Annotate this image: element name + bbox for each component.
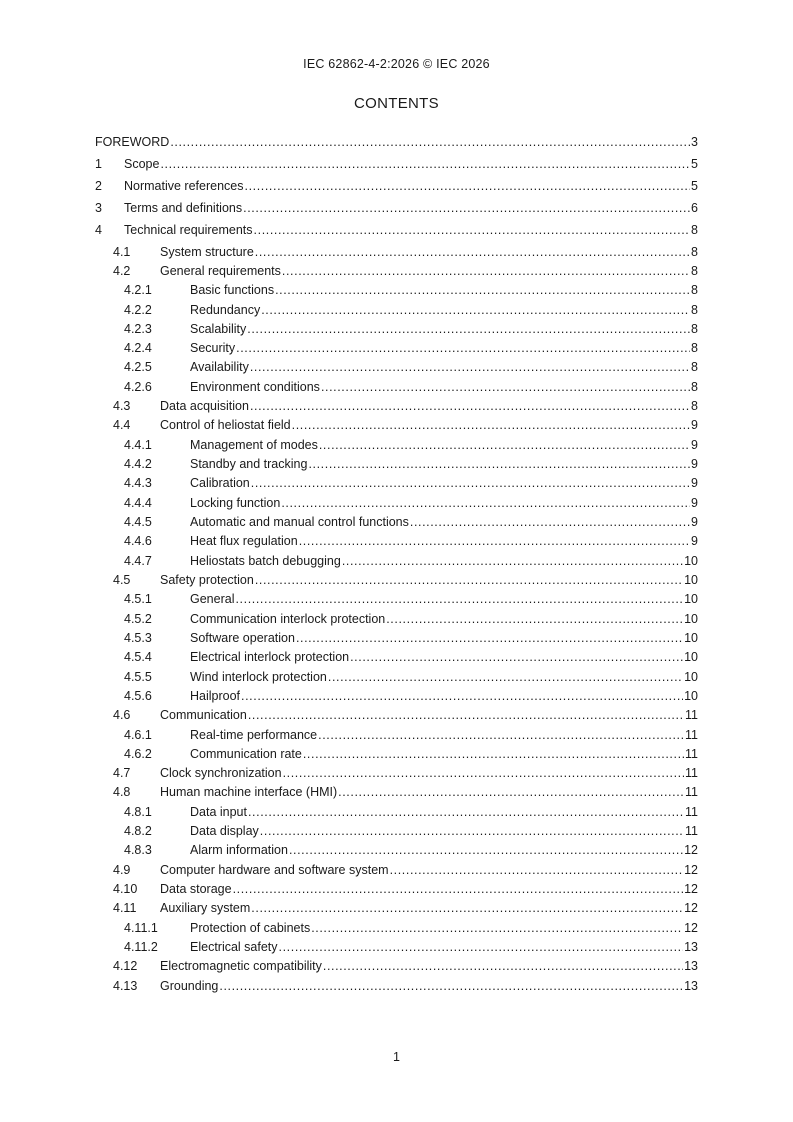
toc-dot-leader (296, 630, 683, 647)
toc-entry-number: 4.8.1 (124, 805, 152, 819)
toc-entry-title[interactable]: Data storage (160, 882, 232, 896)
toc-entry-number: 4.4.1 (124, 438, 152, 452)
toc-entry-number: 4.3 (113, 399, 131, 413)
toc-dot-leader (233, 881, 684, 898)
toc-entry[interactable] (113, 784, 698, 801)
toc-entry[interactable] (124, 340, 698, 357)
toc-entry-title[interactable]: Auxiliary system (160, 901, 251, 915)
toc-dot-leader (279, 939, 684, 956)
toc-entry-number: 4.4.5 (124, 515, 152, 529)
toc-entry-title[interactable]: Availability (190, 360, 249, 374)
toc-entry-title[interactable]: Automatic and manual control functions (190, 515, 409, 529)
toc-entry[interactable] (113, 263, 698, 280)
toc-dot-leader (390, 862, 684, 879)
toc-entry-title[interactable]: Real-time performance (190, 728, 318, 742)
page-title: CONTENTS (354, 95, 439, 112)
toc-entry-title[interactable]: Standby and tracking (190, 457, 308, 471)
toc-entry-page[interactable]: 8 (691, 303, 698, 317)
toc-entry[interactable] (124, 282, 698, 299)
toc-entry[interactable] (124, 669, 698, 686)
toc-entry-page[interactable]: 10 (684, 689, 698, 703)
toc-entry-number: 4.2.1 (124, 283, 152, 297)
toc-dot-leader (251, 900, 683, 917)
toc-entry-title[interactable]: Alarm information (190, 843, 288, 857)
toc-entry-number: 4.5.6 (124, 689, 152, 703)
toc-entry-page[interactable]: 9 (691, 496, 698, 510)
toc-entry[interactable] (124, 591, 698, 608)
toc-dot-leader (289, 842, 683, 859)
toc-entry-page[interactable]: 12 (684, 921, 698, 935)
toc-entry-page[interactable]: 10 (684, 650, 698, 664)
toc-entry-number: 4.4.3 (124, 476, 152, 490)
toc-entry-page[interactable]: 9 (691, 438, 698, 452)
toc-entry-title[interactable]: Normative references (124, 179, 244, 193)
toc-entry-page[interactable]: 12 (684, 863, 698, 877)
toc-dot-leader (281, 495, 690, 512)
toc-entry-page[interactable]: 10 (684, 670, 698, 684)
toc-entry-number: 4.8.3 (124, 843, 152, 857)
toc-entry-number: 4.11.2 (124, 940, 158, 954)
toc-entry-page[interactable]: 8 (691, 399, 698, 413)
toc-entry[interactable] (124, 359, 698, 376)
toc-entry-title[interactable]: Technical requirements (124, 223, 253, 237)
toc-entry-title[interactable]: System structure (160, 245, 254, 259)
toc-dot-leader (248, 707, 684, 724)
toc-entry-number: 4.6 (113, 708, 131, 722)
toc-entry[interactable] (124, 649, 698, 666)
toc-entry[interactable] (124, 475, 698, 492)
toc-entry-title[interactable]: Environment conditions (190, 380, 320, 394)
toc-entry-title[interactable]: Data acquisition (160, 399, 249, 413)
toc-entry-number: 4.2.5 (124, 360, 152, 374)
toc-dot-leader (247, 321, 690, 338)
toc-entry[interactable] (95, 200, 698, 217)
toc-entry-number: 4.13 (113, 979, 138, 993)
toc-entry[interactable] (113, 398, 698, 415)
document-header: IEC 62862-4-2:2026 © IEC 2026 (303, 57, 490, 71)
toc-entry-number: 4.5.5 (124, 670, 152, 684)
toc-entry-title[interactable]: Heliostats batch debugging (190, 554, 341, 568)
toc-dot-leader (219, 978, 683, 995)
toc-entry[interactable] (124, 746, 698, 763)
toc-entry-page[interactable]: 6 (691, 201, 698, 215)
toc-entry-page[interactable]: 11 (685, 747, 698, 761)
toc-entry-page[interactable]: 5 (691, 157, 698, 171)
toc-entry[interactable] (124, 302, 698, 319)
toc-entry[interactable] (124, 514, 698, 531)
toc-entry-number: 4.5.2 (124, 612, 152, 626)
toc-dot-leader (248, 804, 684, 821)
toc-entry-title[interactable]: Terms and definitions (124, 201, 243, 215)
toc-entry-number: 2 (95, 179, 102, 193)
toc-entry[interactable] (124, 533, 698, 550)
toc-entry[interactable] (113, 881, 698, 898)
toc-entry-number: 4.6.1 (124, 728, 152, 742)
toc-entry-number: 3 (95, 201, 102, 215)
toc-dot-leader (250, 359, 690, 376)
toc-entry-title[interactable]: Data input (190, 805, 247, 819)
toc-dot-leader (282, 263, 690, 280)
toc-entry[interactable] (124, 437, 698, 454)
toc-dot-leader (254, 222, 691, 239)
toc-dot-leader (241, 688, 683, 705)
toc-entry-number: 4.2.6 (124, 380, 152, 394)
toc-entry[interactable] (95, 156, 698, 173)
toc-entry-title[interactable]: Data display (190, 824, 259, 838)
page-number: 1 (393, 1050, 400, 1064)
toc-entry-title[interactable]: Electrical interlock protection (190, 650, 350, 664)
toc-entry-page[interactable]: 8 (691, 245, 698, 259)
toc-entry-page[interactable]: 10 (684, 612, 698, 626)
toc-entry-page[interactable]: 11 (685, 728, 698, 742)
toc-entry[interactable] (124, 321, 698, 338)
toc-entry-page[interactable]: 11 (685, 805, 698, 819)
toc-dot-leader (303, 746, 684, 763)
toc-entry-page[interactable]: 9 (691, 534, 698, 548)
toc-entry-title[interactable]: Protection of cabinets (190, 921, 311, 935)
toc-dot-leader (283, 765, 684, 782)
toc-entry[interactable] (95, 222, 698, 239)
toc-dot-leader (386, 611, 683, 628)
toc-entry-page[interactable]: 13 (684, 959, 698, 973)
toc-entry-title[interactable]: FOREWORD (95, 135, 170, 149)
toc-entry-title[interactable]: Software operation (190, 631, 295, 645)
toc-entry-title[interactable]: Basic functions (190, 283, 275, 297)
toc-entry-page[interactable]: 8 (691, 283, 698, 297)
toc-entry-number: 4.2.3 (124, 322, 152, 336)
toc-dot-leader (350, 649, 683, 666)
toc-entry[interactable] (113, 572, 698, 589)
toc-dot-leader (235, 591, 683, 608)
toc-dot-leader (342, 553, 683, 570)
toc-entry-title[interactable]: Communication interlock protection (190, 612, 386, 626)
toc-entry-title[interactable]: Grounding (160, 979, 219, 993)
toc-dot-leader (260, 823, 684, 840)
toc-entry-number: 4.4.7 (124, 554, 152, 568)
toc-dot-leader (251, 475, 690, 492)
toc-entry-number: 4.11.1 (124, 921, 158, 935)
toc-entry-number: 4.11 (113, 901, 137, 915)
toc-entry[interactable] (113, 417, 698, 434)
toc-entry-page[interactable]: 12 (684, 901, 698, 915)
toc-entry-title[interactable]: Redundancy (190, 303, 261, 317)
toc-entry-number: 4.8 (113, 785, 131, 799)
toc-dot-leader (261, 302, 690, 319)
toc-entry-title[interactable]: Heat flux regulation (190, 534, 298, 548)
toc-entry-title[interactable]: Wind interlock protection (190, 670, 327, 684)
toc-entry-number: 4.5.3 (124, 631, 152, 645)
toc-entry-page[interactable]: 13 (684, 979, 698, 993)
toc-entry[interactable] (113, 978, 698, 995)
toc-entry-title[interactable]: Hailproof (190, 689, 241, 703)
toc-entry-page[interactable]: 8 (691, 380, 698, 394)
toc-entry[interactable] (124, 688, 698, 705)
toc-dot-leader (160, 156, 690, 173)
toc-entry-page[interactable]: 10 (684, 573, 698, 587)
toc-entry-page[interactable]: 8 (691, 341, 698, 355)
toc-entry[interactable] (124, 804, 698, 821)
toc-entry-title[interactable]: Human machine interface (HMI) (160, 785, 338, 799)
toc-entry-number: 4.10 (113, 882, 138, 896)
toc-entry[interactable] (124, 379, 698, 396)
toc-entry-number: 4.12 (113, 959, 138, 973)
toc-entry-title[interactable]: Locking function (190, 496, 281, 510)
toc-entry-page[interactable]: 8 (691, 223, 698, 237)
toc-dot-leader (255, 572, 683, 589)
toc-entry-page[interactable]: 10 (684, 554, 698, 568)
toc-entry-number: 4.4.4 (124, 496, 152, 510)
toc-entry-number: 4.7 (113, 766, 131, 780)
toc-entry-page[interactable]: 8 (691, 360, 698, 374)
toc-entry[interactable] (95, 134, 698, 151)
toc-entry[interactable] (113, 958, 698, 975)
toc-dot-leader (319, 437, 690, 454)
toc-entry[interactable] (113, 244, 698, 261)
toc-entry-number: 4.4 (113, 418, 131, 432)
toc-entry-number: 4.2 (113, 264, 131, 278)
toc-entry-page[interactable]: 9 (691, 515, 698, 529)
toc-entry-number: 4.2.2 (124, 303, 152, 317)
toc-entry[interactable] (124, 456, 698, 473)
toc-dot-leader (321, 379, 690, 396)
toc-entry-number: 4.5 (113, 573, 131, 587)
toc-entry-title[interactable]: Scope (124, 157, 160, 171)
toc-entry[interactable] (113, 707, 698, 724)
toc-entry[interactable] (113, 900, 698, 917)
toc-entry-number: 4.4.6 (124, 534, 152, 548)
toc-entry-number: 4.9 (113, 863, 131, 877)
toc-entry-page[interactable]: 13 (684, 940, 698, 954)
toc-entry[interactable] (124, 920, 698, 937)
toc-dot-leader (250, 398, 690, 415)
toc-entry-number: 4.1 (113, 245, 131, 259)
toc-entry-number: 4.5.1 (124, 592, 152, 606)
toc-entry-title[interactable]: Computer hardware and software system (160, 863, 389, 877)
toc-entry-number: 4.4.2 (124, 457, 152, 471)
toc-entry-number: 4.2.4 (124, 341, 152, 355)
toc-entry[interactable] (113, 765, 698, 782)
toc-dot-leader (410, 514, 690, 531)
toc-dot-leader (338, 784, 684, 801)
toc-entry[interactable] (124, 630, 698, 647)
toc-dot-leader (299, 533, 690, 550)
toc-entry-title[interactable]: Communication rate (190, 747, 302, 761)
toc-entry-page[interactable]: 12 (684, 843, 698, 857)
toc-entry-number: 1 (95, 157, 102, 171)
toc-entry-page[interactable]: 5 (691, 179, 698, 193)
toc-entry-page[interactable]: 9 (691, 418, 698, 432)
toc-entry-number: 4.5.4 (124, 650, 152, 664)
toc-dot-leader (328, 669, 683, 686)
toc-entry-page[interactable]: 11 (685, 824, 698, 838)
toc-entry-title[interactable]: Safety protection (160, 573, 254, 587)
toc-entry-page[interactable]: 11 (685, 766, 698, 780)
toc-entry-title[interactable]: Control of heliostat field (160, 418, 291, 432)
toc-entry[interactable] (124, 611, 698, 628)
toc-entry[interactable] (124, 842, 698, 859)
toc-entry-page[interactable]: 8 (691, 264, 698, 278)
toc-entry-title[interactable]: General requirements (160, 264, 281, 278)
toc-entry-page[interactable]: 3 (691, 135, 698, 149)
toc-dot-leader (243, 200, 690, 217)
toc-dot-leader (308, 456, 690, 473)
toc-entry-title[interactable]: Clock synchronization (160, 766, 282, 780)
toc-entry-title[interactable]: Communication (160, 708, 247, 722)
toc-entry[interactable] (113, 862, 698, 879)
toc-dot-leader (255, 244, 690, 261)
toc-entry[interactable] (124, 939, 698, 956)
toc-entry-title[interactable]: Management of modes (190, 438, 318, 452)
toc-entry[interactable] (124, 727, 698, 744)
toc-dot-leader (292, 417, 690, 434)
toc-entry[interactable] (124, 495, 698, 512)
toc-entry-title[interactable]: Electromagnetic compatibility (160, 959, 322, 973)
toc-entry-page[interactable]: 12 (684, 882, 698, 896)
toc-entry-title[interactable]: Calibration (190, 476, 250, 490)
toc-dot-leader (236, 340, 690, 357)
toc-entry-page[interactable]: 10 (684, 592, 698, 606)
toc-dot-leader (323, 958, 683, 975)
toc-entry-page[interactable]: 11 (685, 785, 698, 799)
toc-entry-number: 4.8.2 (124, 824, 152, 838)
toc-entry[interactable] (95, 178, 698, 195)
toc-entry[interactable] (124, 553, 698, 570)
toc-entry-number: 4.6.2 (124, 747, 152, 761)
toc-entry-title[interactable]: Security (190, 341, 236, 355)
toc-entry-number: 4 (95, 223, 102, 237)
toc-dot-leader (275, 282, 690, 299)
toc-entry-title[interactable]: Scalability (190, 322, 247, 336)
toc-dot-leader (170, 134, 690, 151)
toc-entry[interactable] (124, 823, 698, 840)
toc-dot-leader (245, 178, 691, 195)
toc-entry-title[interactable]: Electrical safety (190, 940, 278, 954)
toc-entry-page[interactable]: 10 (684, 631, 698, 645)
toc-entry-page[interactable]: 8 (691, 322, 698, 336)
toc-dot-leader (318, 727, 684, 744)
toc-entry-page[interactable]: 9 (691, 457, 698, 471)
toc-entry-page[interactable]: 9 (691, 476, 698, 490)
toc-entry-page[interactable]: 11 (685, 708, 698, 722)
toc-entry-title[interactable]: General (190, 592, 235, 606)
toc-dot-leader (311, 920, 683, 937)
